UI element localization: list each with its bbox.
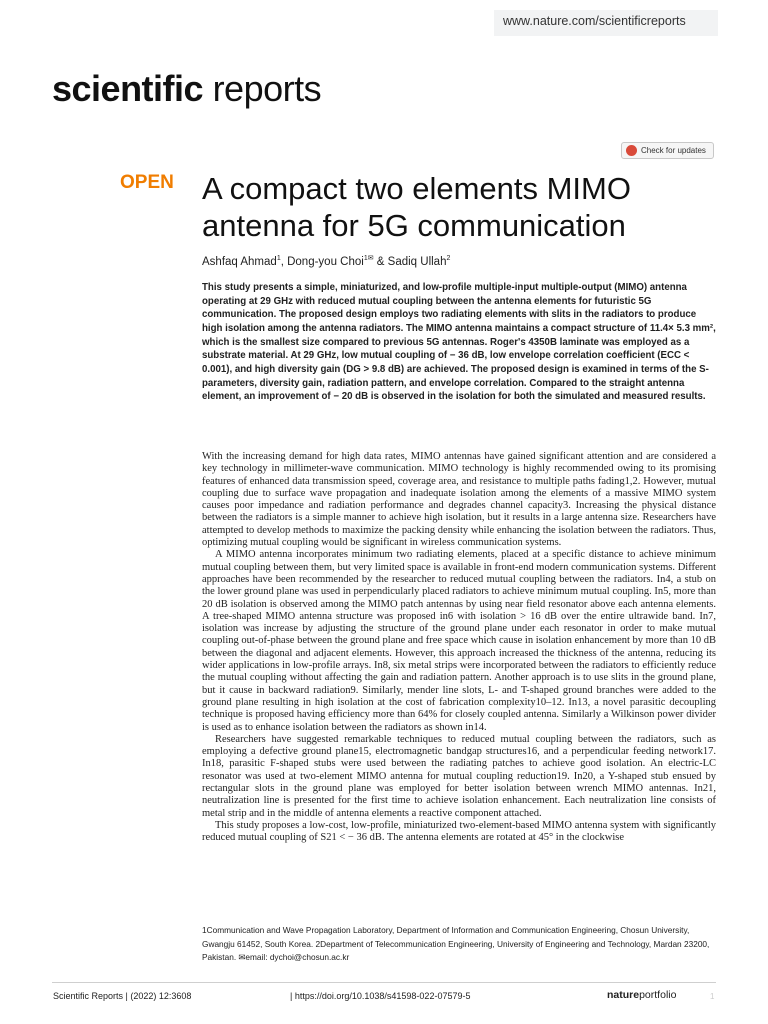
author-name[interactable]: Sadiq Ullah [387,255,447,268]
paragraph: Researchers have suggested remarkable techniques to reduced mutual coupling between the radiators, such as employing a defective ground plane15, electromagnetic bandgap structures16, and a perpendicular feeding network17. In18, parasitic F-shaped stubs were used between the radiating patches to achieve good isolation. An electric-LC resonator was used at two-element MIMO antenna for mutual coupling reduction19. In20, a Y-shaped stub ensued by rectangular slots in the ground plane was employed for better isolation between wrench MIMO antennas. In21, neutralization line is presented for the first time to achieve isolation enhancement. Each neutralization line consists of metal strip and in the middle of antenna elements a reactive component attached. [202,733,716,819]
paragraph: This study proposes a low-cost, low-profile, miniaturized two-element-based MIMO antenna system with significantly reduced mutual coupling of S21 < − 36 dB. The antenna elements are rotated at 45° in the clockwise [202,819,716,844]
paragraph: With the increasing demand for high data rates, MIMO antennas have gained significant attention and are considered a key technology in millimeter-wave communication. MIMO technology is highly recommended owing to its promising features of enhanced data transmission speed, coverage area, and resistance to multiple paths fading1,2. However, mutual coupling due to surface wave propagation and inadequate isolation among the elements of a massive MIMO system causes poor impedance and radiation performance and degrades channel capacity3. Increasing the physical distance between the radiators is a simple manner to achieve high isolation, but it results in a large antenna size. Researchers have attempted to develop methods to maximize the packing density while enhancing the isolation between the radiators. Thus, optimizing mutual coupling would be significant in wireless communication systems. [202,451,716,549]
body-text [202,451,716,845]
footer-doi-link[interactable]: | https://doi.org/10.1038/s41598-022-07579-5 [290,991,471,1001]
crossmark-icon [626,145,637,156]
article-title: A compact two elements MIMO antenna for 5G communication [202,171,631,243]
open-access-label: OPEN [120,172,174,193]
author-name[interactable]: Dong-you Choi [287,255,364,268]
footer-divider [52,982,716,983]
page-number: 1 [710,992,715,1001]
author-name[interactable]: Ashfaq Ahmad [202,255,277,268]
abstract: This study presents a simple, miniaturized, and low-profile multiple-input multiple-output (MIMO) antenna operating at 29 GHz with reduced mutual coupling between the antenna elements for futuristic 5G communication. The proposed design employs two radiating elements with slits in the radiators to produce high isolation among the antenna radiators. The MIMO antenna maintains a compact structure of 11.4× 5.3 mm², which is the smallest size compared to previous 5G antennas. Roger's 4350B laminate was employed as a substrate material. At 29 GHz, low mutual coupling of − 36 dB, low envelope correlation coefficient (ECC < 0.001), and high diversity gain (DG > 9.8 dB) are achieved. The proposed design is examined in terms of the S-parameters, diversity gain, radiation pattern, and envelope correlation. Compared to the straight antenna element, an improvement of − 20 dB is observed in the isolation for both the simulated and measured results. [202,282,716,403]
affiliation-marker: 1✉ [363,255,374,262]
affiliations: 1Communication and Wave Propagation Laboratory, Department of Information and Communication Engineering, Chosun University, Gwangju 61452, South Korea. 2Department of Telecommunication Engineering, University of Engineering and Technology, Mardan 23200, Pakistan. ✉email: dychoi@chosun.ac.kr [202,925,710,962]
check-for-updates-button[interactable] [621,142,714,159]
affiliation-marker: 1 [276,255,281,262]
affiliation-marker: 2 [446,255,451,262]
publisher-name-light: portfolio [639,989,677,1001]
journal-name-light: reports [203,68,322,109]
footer-citation: Scientific Reports | (2022) 12:3608 [53,991,192,1001]
journal-name-bold: scientific [52,68,204,109]
journal-url[interactable]: www.nature.com/scientificreports [503,14,686,28]
publisher-logo [607,989,676,1001]
author-list: Ashfaq Ahmad$^1$, Dong-you Choi$^{1✉}$ & Sadiq Ullah$^2$ [202,255,451,268]
check-for-updates-label: Check for updates [641,146,706,155]
publisher-name-bold: nature [607,989,640,1001]
journal-masthead[interactable] [52,68,321,110]
paragraph: A MIMO antenna incorporates minimum two radiating elements, placed at a specific distance to achieve minimum mutual coupling between them, but very limited space is available in front-end modern communication systems. Different approaches have been recommended by the researcher to reduced mutual coupling between the radiators. In4, a stub on the lower ground plane was used in perpendicularly placed radiators to achieve minimum mutual coupling. In5, more than 20 dB isolation is observed among the MIMO patch antennas by using near field resonator above each antenna elements. A tree-shaped MIMO antenna structure was proposed in6 with isolation > 16 dB over the entire ultrawide band. In7, isolation was increase by adjusting the structure of the ground plane under each resonator in order to make mutual coupling out-of-phase between the ground plane and free space which cause in isolation enhancement by more than 10 dB between the diagonal and adjacent elements. However, this approach increased the thickness of the antenna, reducing its wider applications in low-profile arrays. In8, six metal strips were incorporated between the radiators to efficiently reduce the mutual coupling without affecting the gain and radiation pattern. Another approach is to use slits in the ground plane, but it cause in backward radiation9. Similarly, mender line slots, L- and T-shaped ground branches were added to the ground plane resulting in high isolation at the cost of fabrication complexity10–12. In13, a novel parasitic decoupling technique is proposed having efficiency more than 64% for closely coupled antenna. Similarly a Wilkinson power divider is used as to enhance isolation between the radiators as shown in14. [202,549,716,733]
